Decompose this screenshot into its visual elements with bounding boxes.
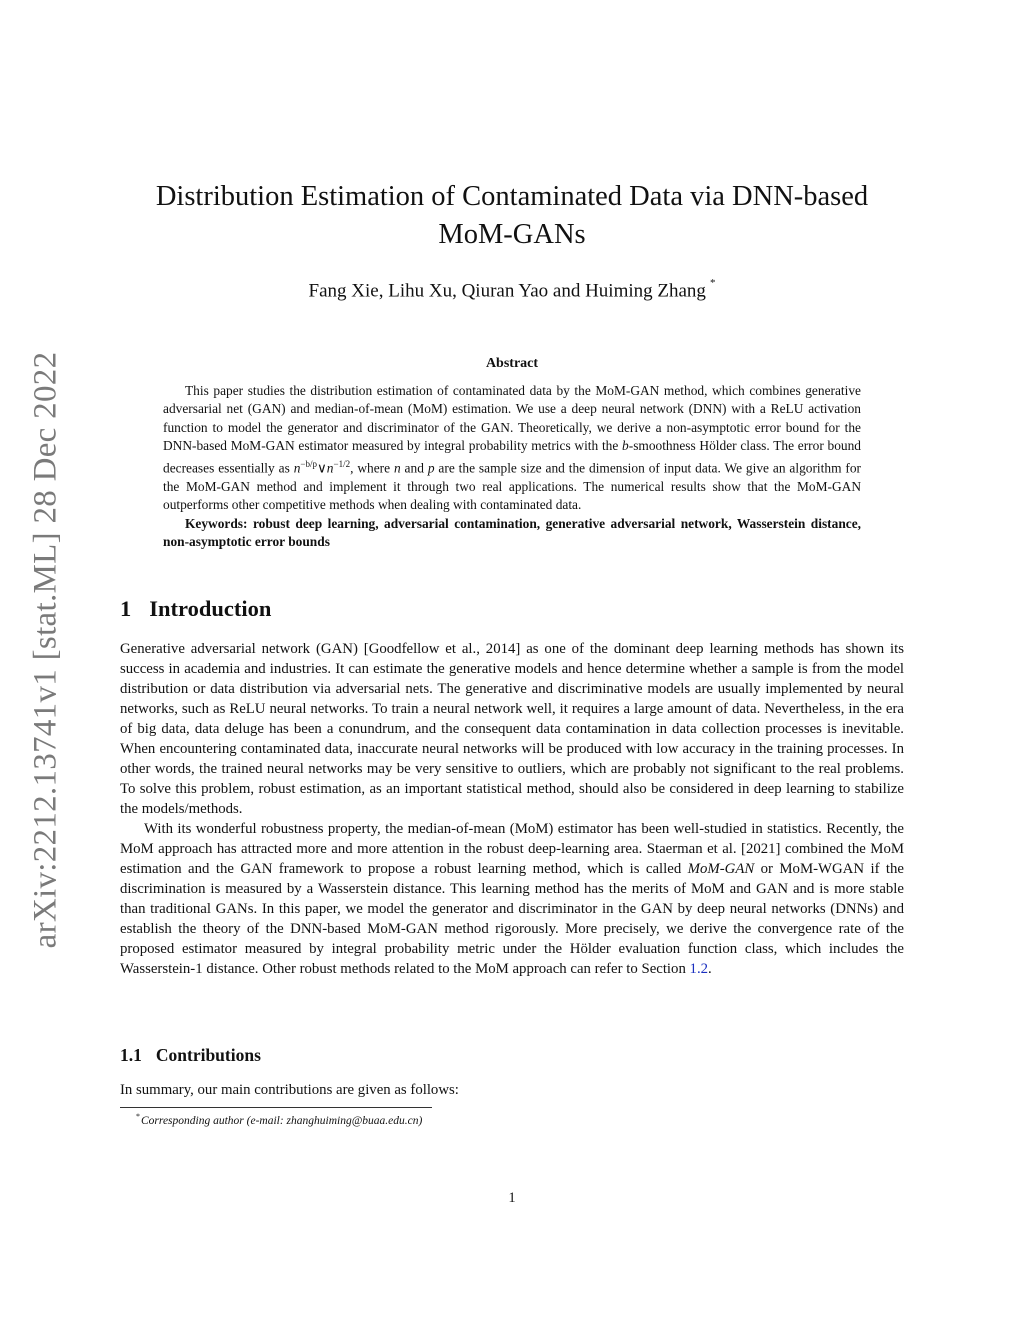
math-var-n: n <box>326 460 334 476</box>
footnote-text: Corresponding author (e-mail: zhanghuiming@buaa.edu.cn) <box>141 1114 423 1127</box>
math-var-b: b <box>622 437 629 453</box>
footnote <box>136 1112 422 1127</box>
keywords-paragraph <box>163 515 861 552</box>
footnote-divider <box>120 1107 432 1108</box>
abstract-text: -smoothness Hölder class. The error bound decreases essentially as <box>163 437 861 476</box>
math-var-p: p <box>427 460 435 476</box>
math-exponent: −1/2 <box>333 459 351 470</box>
paper-title: Distribution Estimation of Contaminated Data via DNN-based MoM-GANs <box>155 181 869 250</box>
abstract-text: This paper studies the distribution estimation of contaminated data by the MoM-GAN method, which combines generative adversarial net (GAN) and median-of-mean (MoM) estimation. We use a deep neural network (DNN) with a ReLU activation function to model the generator and discriminator of the GAN. Theoretically, we derive a non-asymptotic error bound for the DNN-based MoM-GAN estimator measured by integral probability metrics with the <box>163 383 861 453</box>
section-ref-link[interactable]: 1.2 <box>689 961 709 977</box>
math-var-n: n <box>393 460 401 476</box>
math-operator: ∨ <box>316 460 327 476</box>
intro-paragraph-2 <box>120 819 904 979</box>
contributions-intro: In summary, our main contributions are given as follows: <box>120 1082 459 1098</box>
page-number: 1 <box>508 1190 516 1206</box>
abstract-text: are the sample size and the dimension of input data. We give an algorithm for the MoM-GAN method and implement it through two real applications. The numerical results show that the MoM-GAN outperforms other competitive methods when dealing with contaminated data. <box>163 460 862 513</box>
paragraph-text: With its wonderful robustness property, the median-of-mean (MoM) estimator has been well-studied in statistics. Recently, the MoM approach has attracted more and more attention in the robust deep-learning area. Staerman et al. [2021] combined the MoM estimation and the GAN framework to propose a robust learning method, which is called <box>120 821 904 877</box>
keywords-list: robust deep learning, adversarial contamination, generative adversarial network, Wasserstein distance, non-asymptotic error bounds <box>163 515 861 549</box>
abstract-body <box>163 382 861 551</box>
subsection-title: Contributions <box>155 1045 261 1065</box>
footnote-mark: * <box>136 1112 140 1121</box>
paragraph-text: or MoM-WGAN if the discrimination is measured by a Wasserstein distance. This learning method has the merits of MoM and GAN and is more stable than traditional GANs. In this paper, we model the generator and discriminator in the GAN by deep neural networks (DNNs) and establish the theory of the DNN-based MoM-GAN method rigorously. More precisely, we derive the convergence rate of the proposed estimator measured by integral probability metric under the Hölder evaluation function class, which includes the Wasserstein-1 distance. Other robust methods related to the MoM approach can refer to Section <box>120 861 904 977</box>
math-var-n: n <box>293 460 301 476</box>
author-footnote-mark: * <box>709 277 716 289</box>
abstract-heading: Abstract <box>485 356 539 371</box>
keywords-label: Keywords: <box>185 515 248 531</box>
math-exponent: −b/p <box>300 459 317 470</box>
paragraph-text: . <box>708 961 712 977</box>
author-names: Fang Xie, Lihu Xu, Qiuran Yao and Huiming Zhang <box>308 280 706 302</box>
abstract-paragraph <box>163 382 861 515</box>
subsection-heading <box>120 1045 261 1066</box>
section-number: 1 <box>120 596 132 621</box>
arxiv-identifier: arXiv:2212.13741v1 [stat.ML] 28 Dec 2022 <box>27 351 64 949</box>
emphasis-mom-gan: MoM-GAN <box>687 861 755 877</box>
intro-paragraph-1: Generative adversarial network (GAN) [Goodfellow et al., 2014] as one of the dominant deep learning methods has shown its success in academia and industries. It can estimate the generative models and hence determine whether a sample is from the model distribution or data distribution via adversarial nets. The generative and discriminative models are usually implemented by neural networks, such as ReLU neural networks. To train a neural network well, it requires a large amount of data. Nevertheless, in the era of big data, data deluge has been a conundrum, and the consequent data contamination in data collection processes is inevitable. When encountering contaminated data, inaccurate neural networks will be produced with low accuracy in the training processes. In other words, the trained neural networks may be very sensitive to outliers, which are probably not significant to the real problems. To solve this problem, robust estimation, as an important statistical method, should also be considered in deep learning to stabilize the models/methods. <box>120 641 904 817</box>
abstract-text: and <box>400 460 428 476</box>
abstract-text: , where <box>350 460 394 476</box>
section-heading <box>120 596 271 622</box>
author-list <box>140 274 884 303</box>
section-title: Introduction <box>149 596 272 621</box>
introduction-body <box>120 639 904 979</box>
subsection-number: 1.1 <box>120 1045 142 1065</box>
